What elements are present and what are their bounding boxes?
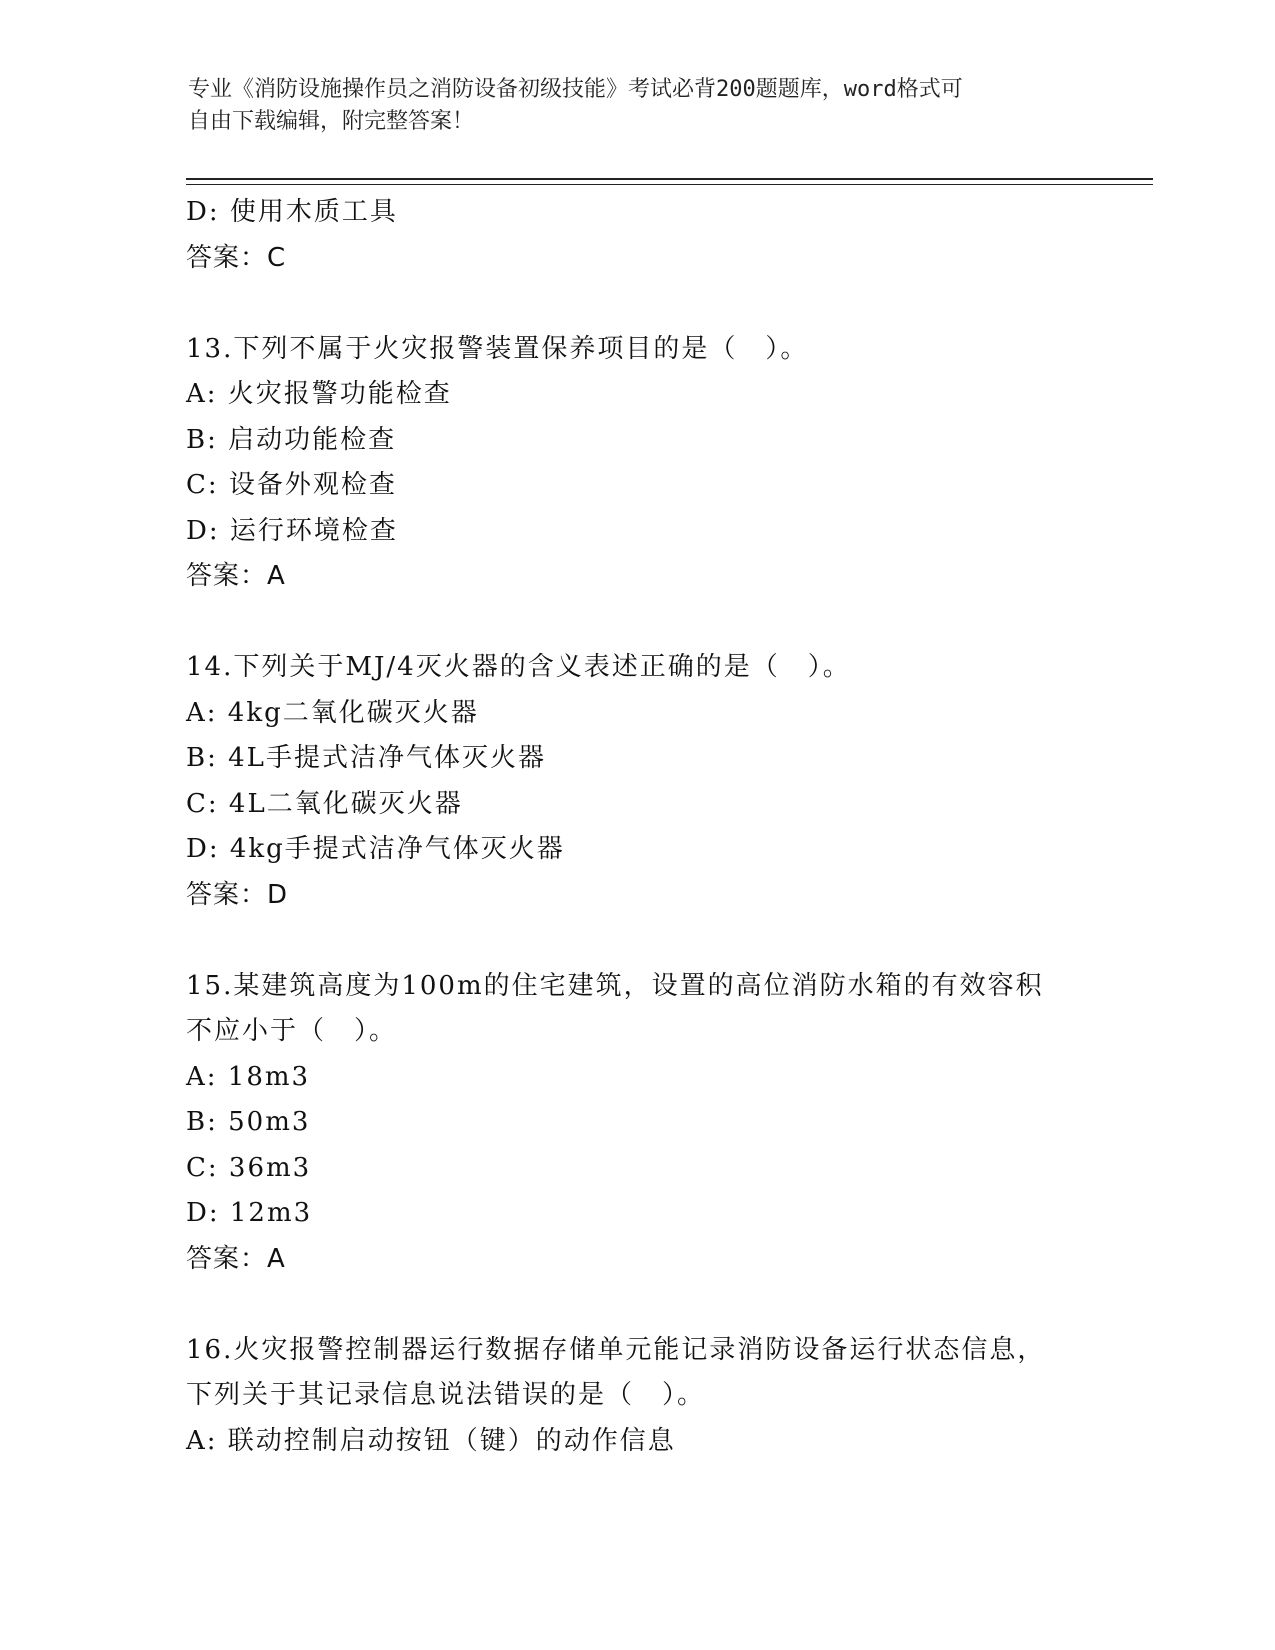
option-a: A: 火灾报警功能检查	[186, 379, 452, 409]
spacer	[186, 918, 1066, 964]
option-b: B: 4L手提式洁净气体灭火器	[186, 743, 546, 773]
option-b: B: 启动功能检查	[186, 424, 397, 455]
question-16	[186, 1328, 1066, 1465]
document-header	[188, 74, 1068, 138]
answer-line: 答案：A	[186, 561, 286, 591]
header-line-2: 自由下载编辑，附完整答案！	[188, 109, 475, 134]
option-d: D: 4kg手提式洁净气体灭火器	[186, 834, 565, 864]
option-a: A: 4kg二氧化碳灭火器	[186, 697, 479, 728]
option-c: C: 4L二氧化碳灭火器	[186, 788, 463, 819]
answer-line: 答案：D	[186, 879, 289, 910]
header-line-1: 专业《消防设施操作员之消防设备初级技能》考试必背200题题库，word格式可	[188, 77, 963, 102]
option-d: D: 12m3	[186, 1198, 313, 1228]
answer-line: 答案：C	[186, 242, 287, 273]
header-divider	[186, 178, 1153, 185]
question-stem-continued: 下列关于其记录信息说法错误的是（ ）。	[186, 1380, 706, 1410]
question-stem: 14.下列关于MJ/4灭火器的含义表述正确的是（ ）。	[186, 652, 851, 682]
question-content	[186, 190, 1066, 1464]
spacer	[186, 600, 1066, 646]
option-d: D: 使用木质工具	[186, 197, 398, 227]
spacer	[186, 281, 1066, 327]
question-stem: 15.某建筑高度为100m的住宅建筑，设置的高位消防水箱的有效容积	[186, 970, 1044, 1001]
question-stem: 16.火灾报警控制器运行数据存储单元能记录消防设备运行状态信息，	[186, 1334, 1046, 1365]
option-a: A: 18m3	[186, 1061, 311, 1092]
option-c: C: 设备外观检查	[186, 470, 397, 500]
answer-line: 答案：A	[186, 1243, 286, 1274]
question-13	[186, 327, 1066, 600]
question-15	[186, 964, 1066, 1283]
question-stem: 13.下列不属于火灾报警装置保养项目的是（ ）。	[186, 333, 809, 364]
option-a: A: 联动控制启动按钮（键）的动作信息	[186, 1425, 676, 1456]
question-14	[186, 645, 1066, 918]
option-c: C: 36m3	[186, 1152, 312, 1183]
option-b: B: 50m3	[186, 1107, 311, 1137]
spacer	[186, 1282, 1066, 1328]
question-stem-continued: 不应小于（ ）。	[186, 1016, 398, 1046]
option-d: D: 运行环境检查	[186, 515, 398, 546]
